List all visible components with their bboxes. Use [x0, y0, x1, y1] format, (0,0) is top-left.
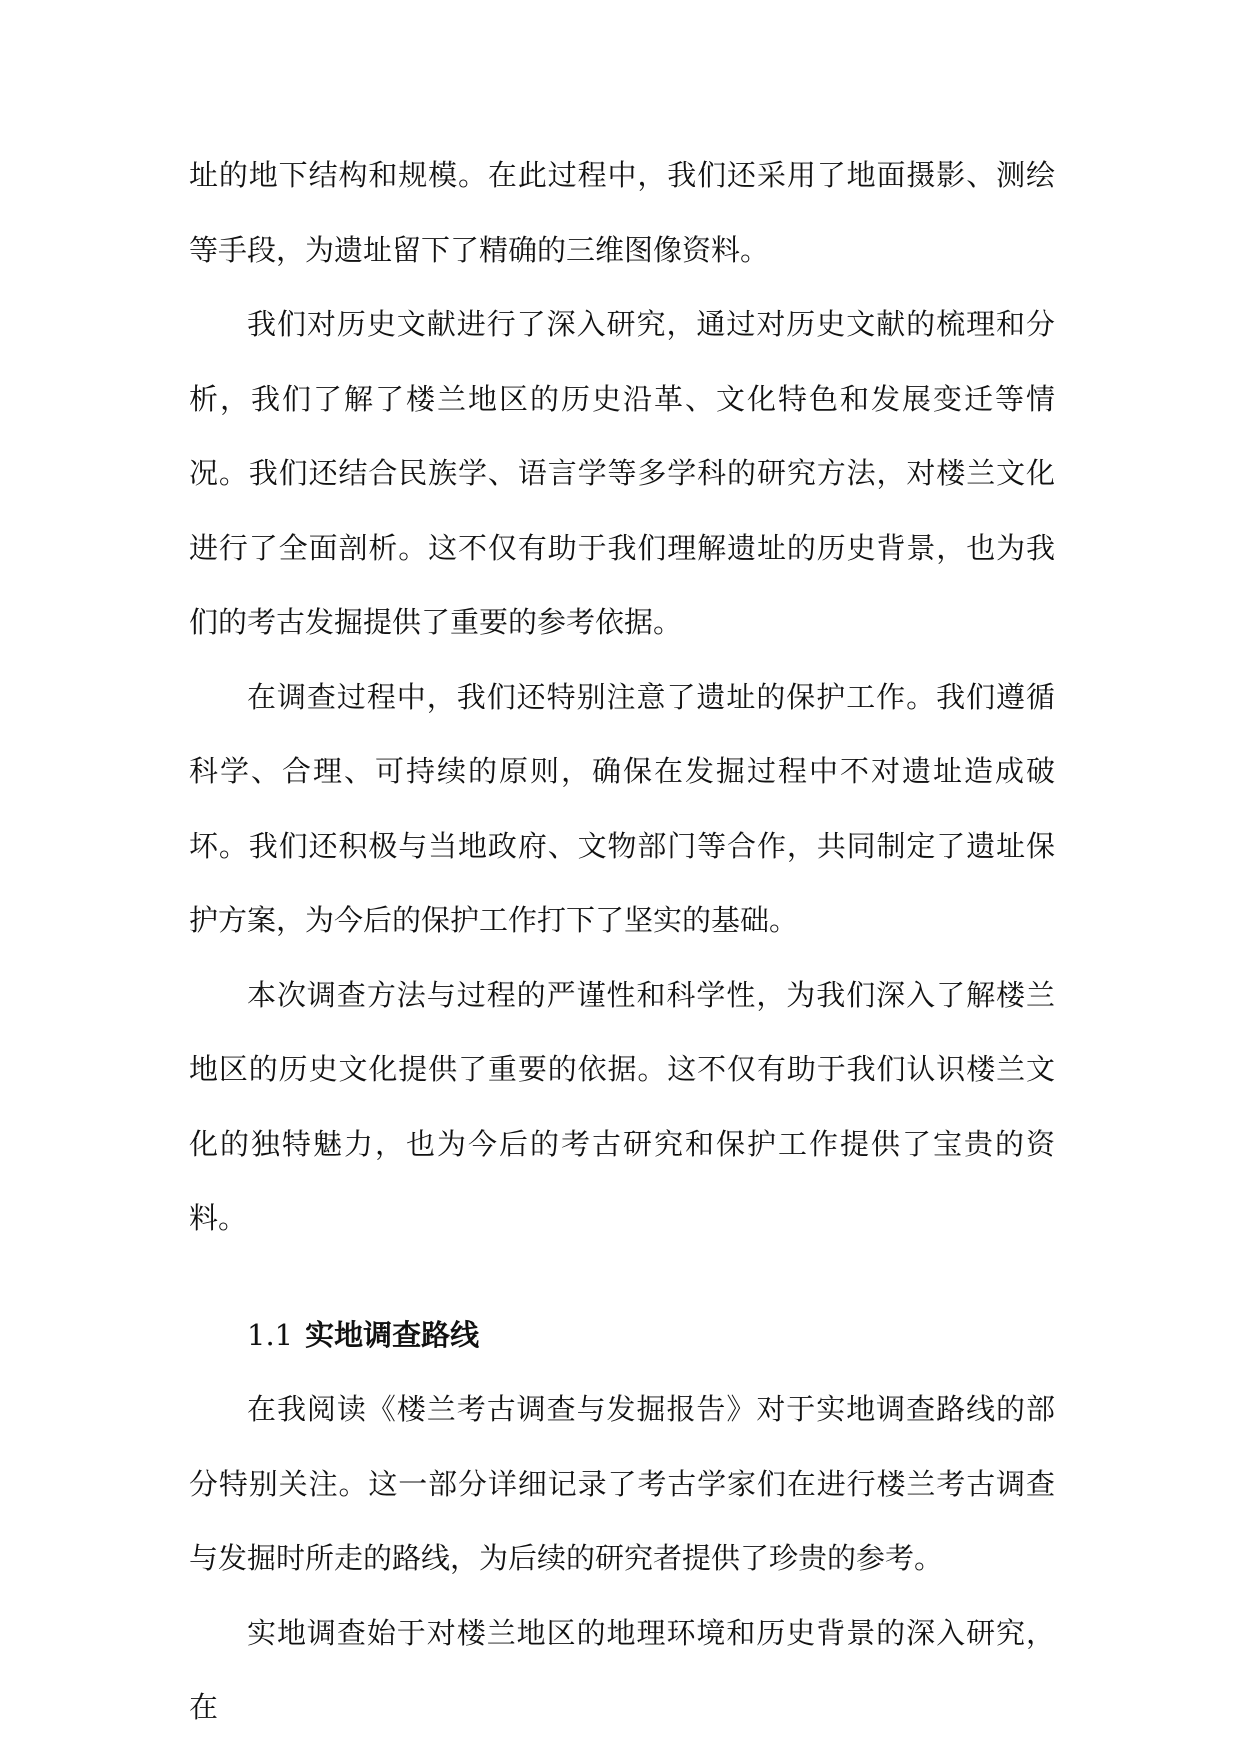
section-title: 实地调查路线 [305, 1317, 480, 1352]
paragraph-continuation: 址的地下结构和规模。在此过程中，我们还采用了地面摄影、测绘等手段，为遗址留下了精确的三维图像资料。 [189, 158, 1055, 267]
paragraph-field-route-intro: 在我阅读《楼兰考古调查与发掘报告》对于实地调查路线的部分特别关注。这一部分详细记录了考古学家们在进行楼兰考古调查与发掘时所走的路线，为后续的研究者提供了珍贵的参考。 [189, 1392, 1055, 1575]
paragraph-historical-literature: 我们对历史文献进行了深入研究，通过对历史文献的梳理和分析，我们了解了楼兰地区的历史沿革、文化特色和发展变迁等情况。我们还结合民族学、语言学等多学科的研究方法，对楼兰文化进行了全面剖析。这不仅有助于我们理解遗址的历史背景，也为我们的考古发掘提供了重要的参考依据。 [189, 307, 1055, 639]
paragraph-site-protection: 在调查过程中，我们还特别注意了遗址的保护工作。我们遵循科学、合理、可持续的原则，确保在发掘过程中不对遗址造成破坏。我们还积极与当地政府、文物部门等合作，共同制定了遗址保护方案，为今后的保护工作打下了坚实的基础。 [189, 679, 1055, 937]
document-body [189, 138, 1055, 1745]
section-number: 1.1 [247, 1317, 294, 1352]
section-heading [189, 1298, 1055, 1373]
paragraph-survey-summary: 本次调查方法与过程的严谨性和科学性，为我们深入了解楼兰地区的历史文化提供了重要的依据。这不仅有助于我们认识楼兰文化的独特魅力，也为今后的考古研究和保护工作提供了宝贵的资料。 [189, 977, 1055, 1235]
section-spacer [189, 1256, 1055, 1298]
paragraph-field-route-start: 实地调查始于对楼兰地区的地理环境和历史背景的深入研究，在 [189, 1615, 1055, 1724]
